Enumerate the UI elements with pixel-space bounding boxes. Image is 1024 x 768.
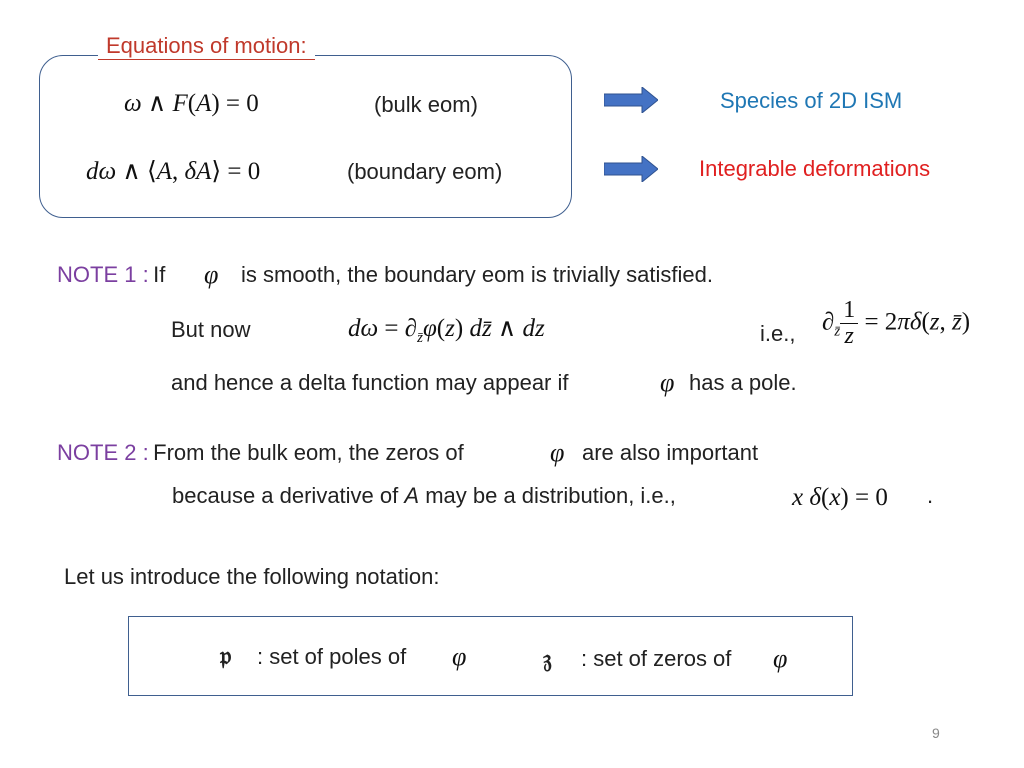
because-pre: because a derivative of <box>172 483 399 508</box>
boundary-eom-label: (boundary eom) <box>347 159 503 184</box>
note1-line <box>57 262 165 288</box>
bulk-equation: ω ∧ F(A) = 0 <box>124 90 259 117</box>
note2-bulk-text: From the bulk eom, the zeros of <box>153 440 464 465</box>
deformations-result: Integrable deformations <box>699 156 931 181</box>
boundary-equation: dω ∧ ⟨A, δA⟩ = 0 <box>86 158 261 185</box>
phi-symbol: φ <box>452 642 467 671</box>
zeros-symbol: 𝔷 <box>543 644 552 673</box>
arrow-right-icon <box>604 87 658 113</box>
bulk-eom-label: (bulk eom) <box>374 92 478 117</box>
note2-because-line <box>172 483 676 509</box>
notation-box <box>128 616 853 696</box>
hence-text: and hence a delta function may appear if <box>171 370 569 395</box>
note1-smooth-text: is smooth, the boundary eom is trivially satisfied. <box>241 262 713 287</box>
because-A: A <box>404 483 420 508</box>
note1-if: If <box>153 262 166 287</box>
but-now-text: But now <box>171 317 251 342</box>
phi-symbol: φ <box>204 260 219 289</box>
ie-text: i.e., <box>760 321 796 346</box>
period: . <box>927 483 934 508</box>
phi-symbol: φ <box>550 438 565 467</box>
phi-symbol: φ <box>773 644 788 673</box>
page-number: 9 <box>932 725 940 741</box>
phi-symbol: φ <box>660 368 675 397</box>
equations-title: Equations of motion: <box>98 33 315 60</box>
note2-label: NOTE 2 : <box>57 440 149 465</box>
intro-text: Let us introduce the following notation: <box>64 564 440 589</box>
poles-text: : set of poles of <box>257 644 407 669</box>
domega-equation: $d\omega = \partial_{z̄}\varphi(z)$ dz̄ ∧ dz <box>348 315 545 346</box>
poles-symbol: 𝔭 <box>220 641 232 670</box>
note2-line <box>57 440 464 466</box>
pole-text: has a pole. <box>689 370 797 395</box>
species-result: Species of 2D ISM <box>720 88 903 113</box>
equations-box <box>39 55 572 218</box>
because-post: may be a distribution, i.e., <box>425 483 676 508</box>
note2-important-text: are also important <box>582 440 759 465</box>
delta-identity: $\partial_{z̄}$ $\frac{1}{z}$ = 2πδ(z, z̄) <box>822 297 971 350</box>
arrow-right-icon <box>604 156 658 182</box>
x-delta-equation: x δ(x) = 0 <box>792 484 888 511</box>
note1-label: NOTE 1 : <box>57 262 149 287</box>
zeros-text: : set of zeros of <box>581 646 732 671</box>
